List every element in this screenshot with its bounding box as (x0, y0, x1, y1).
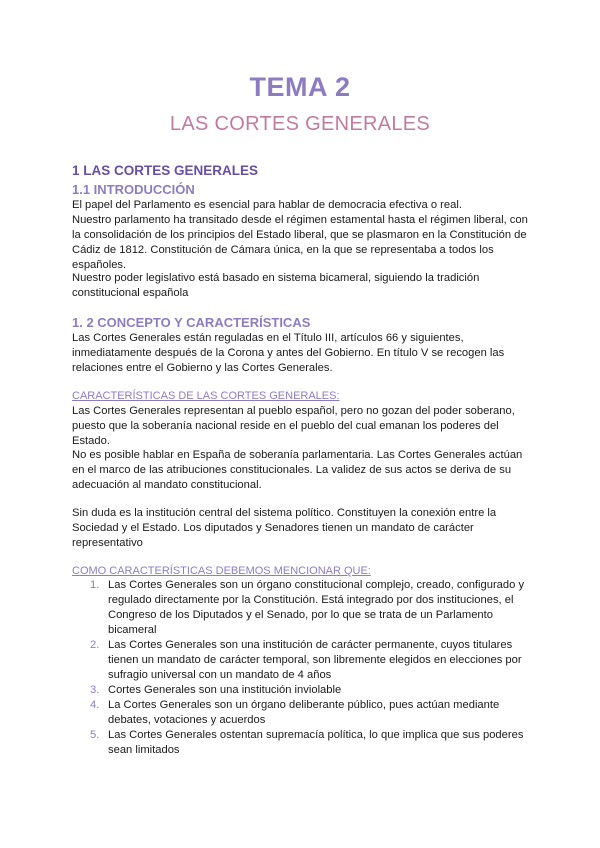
page-title: TEMA 2 (249, 72, 351, 102)
list-item-text: Las Cortes Generales ostentan supremacía política, lo que implica que sus poderes sean limitados (108, 729, 524, 756)
list-item (72, 683, 530, 698)
characteristics-list (72, 578, 530, 758)
paragraph: Sin duda es la institución central del sistema político. Constituyen la conexión entre la Sociedad y el Estado. Los diputados y Senadores tienen un mandato de carácter representativo (72, 507, 497, 549)
list-item (72, 698, 530, 728)
list-heading: COMO CARACTERÍSTICAS DEBEMOS MENCIONAR QUE: (72, 565, 371, 577)
list-number: 5. (90, 729, 100, 741)
list-item (72, 638, 530, 683)
section-heading: 1 LAS CORTES GENERALES (72, 163, 259, 178)
list-number: 2. (90, 639, 100, 651)
list-item (72, 578, 530, 638)
paragraph: Nuestro parlamento ha transitado desde el régimen estamental hasta el régimen liberal, con la consolidación de los principios del Estado liberal, que se plasmaron en la Constitución de Cádiz de 1812. Constitución de Cámara única, en la que se representaba a todos los españoles. (72, 214, 528, 271)
paragraph: El papel del Parlamento es esencial para hablar de democracia efectiva o real. (72, 199, 462, 211)
list-item-text: Cortes Generales son una institución inviolable (108, 684, 342, 696)
paragraph: No es posible hablar en España de soberanía parlamentaria. Las Cortes Generales actúan en el marco de las atribuciones constitucionales. La validez de sus actos se deriva de su adecuación al mandato constitucional. (72, 449, 523, 491)
list-item-text: Las Cortes Generales son un órgano constitucional complejo, creado, configurado y regulado directamente por la Constitución. Está integrado por dos instituciones, el Congreso de los Diputados y el Senado, por lo que se trata de un Parlamento bicameral (108, 579, 525, 636)
paragraph: Nuestro poder legislativo está basado en sistema bicameral, siguiendo la tradición constitucional española (72, 272, 480, 299)
subsection-heading-concepto: 1. 2 CONCEPTO Y CARACTERÍSTICAS (72, 315, 311, 330)
list-item-text: Las Cortes Generales son una institución de carácter permanente, cuyos titulares tienen un mandato de carácter temporal, son libremente elegidos en elecciones por sufragio universal con un mandato de 4 años (108, 639, 522, 681)
paragraph: Las Cortes Generales están reguladas en el Título III, artículos 66 y siguientes, inmediatamente después de la Corona y antes del Gobierno. En título V se recogen las relaciones entre el Gobierno y las Cortes Generales. (72, 332, 505, 374)
list-item (72, 728, 530, 758)
list-number: 4. (90, 699, 100, 711)
list-number: 1. (90, 579, 100, 591)
subsection-heading-intro: 1.1 INTRODUCCIÓN (72, 182, 195, 197)
paragraph: Las Cortes Generales representan al pueblo español, pero no gozan del poder soberano, puesto que la soberanía nacional reside en el pueblo del cual emanan los poderes del Estado. (72, 405, 515, 447)
list-item-text: La Cortes Generales son un órgano deliberante público, pues actúan mediante debates, votaciones y acuerdos (108, 699, 500, 726)
caracteristicas-heading: CARACTERÍSTICAS DE LAS CORTES GENERALES: (72, 390, 340, 402)
list-number: 3. (90, 684, 100, 696)
page-subtitle: LAS CORTES GENERALES (169, 113, 431, 135)
